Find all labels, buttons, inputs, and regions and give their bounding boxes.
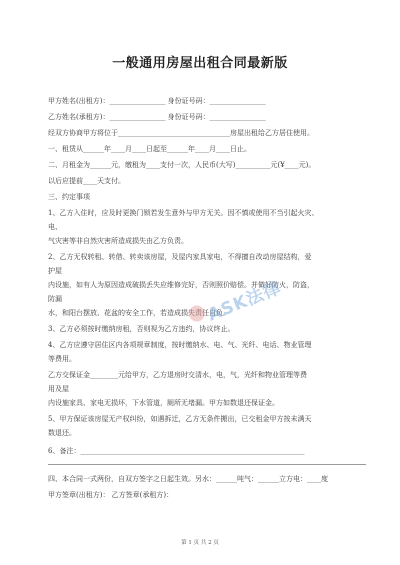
clause-line: 4、乙方应遵守居住区内各项规章制度，按时缴纳水、电、气、光纤、电话、物业管理 <box>48 341 312 349</box>
lessee-name-line: 乙方姓名(承租方)：________________ 身份证号码：________________ <box>48 113 266 121</box>
clause-line: 内设施家具、家电无损坏，下水管道，厕所无堵漏。甲方如数退还保证金。 <box>48 399 279 407</box>
watermark-text: ASK法律 <box>204 277 285 326</box>
clause-line: 水，和阳台摆放、花盆的安全工作，若造成损失责任自负。 <box>48 309 230 317</box>
clause-line: 用及屋 <box>48 385 69 393</box>
lessor-name-line: 甲方姓名(出租方)：________________ 身份证号码：________________ <box>48 97 266 105</box>
clause-line: 气灾害等非自然灾害所造成损失由乙方负责。 <box>48 237 188 245</box>
clause-line: 3、乙方必须按时缴纳房租，否则视为乙方违约，协议终止。 <box>48 325 235 333</box>
page-footer: 第 1 页 共 2 页 <box>181 540 219 546</box>
separator-line <box>48 464 366 465</box>
clause-line: 数退还。 <box>48 429 76 437</box>
clause-line: 乙方交保证金________元给甲方，乙方退房时交清水，电，气，光纤和物业管理等费 <box>48 371 307 379</box>
clause-line: 防漏 <box>48 295 62 303</box>
document-title: 一般通用房屋出租合同最新版 <box>112 56 288 71</box>
clause-line: 等费用。 <box>48 355 76 363</box>
copies-line: 四、本合同一式两份，自双方签字之日起生效。另水：______吨气：______立方电：____度 <box>48 475 328 483</box>
clause-line: 内设施，如有人为原因造成破损丢失应维修完好，否则照价赔偿。并做好防火，防盗， <box>48 281 314 289</box>
signature-line: 甲方签章(出租方)： 乙方签章(承租方)： <box>48 491 174 499</box>
remarks-line: 6、备注：________________________________________________________________ <box>48 447 305 455</box>
section-heading: 三、约定事项 <box>48 193 90 201</box>
clause-line: 1、乙方入住时，应及时更换门锁若发生意外与甲方无关。因不慎或使用不当引起火灾、 <box>48 209 319 217</box>
clause-line: 2、乙方无权转租、转借、转卖该房屋，及屋内家具家电，不得擅自改动房屋结构，爱 <box>48 253 312 261</box>
property-location-line: 经双方协商甲方将位于________________________________房屋出租给乙方居住使用。 <box>48 129 314 137</box>
clause-line: 电、 <box>48 223 62 231</box>
lease-term-line: 一、租赁从______年____月____日起至______年____月____日止。 <box>48 145 251 153</box>
rent-amount-line: 二、月租金为______元，缴租为____支付一次，人民币(大写)__________元(¥____元)。 <box>48 161 316 169</box>
clause-line: 护屋 <box>48 267 62 275</box>
clause-line: 5、甲方保证该房屋无产权纠纷，如遇拆迁，乙方无条件搬出，已交租金甲方按未满天 <box>48 415 312 423</box>
payment-advance-line: 以后应提前____天支付。 <box>48 177 125 185</box>
